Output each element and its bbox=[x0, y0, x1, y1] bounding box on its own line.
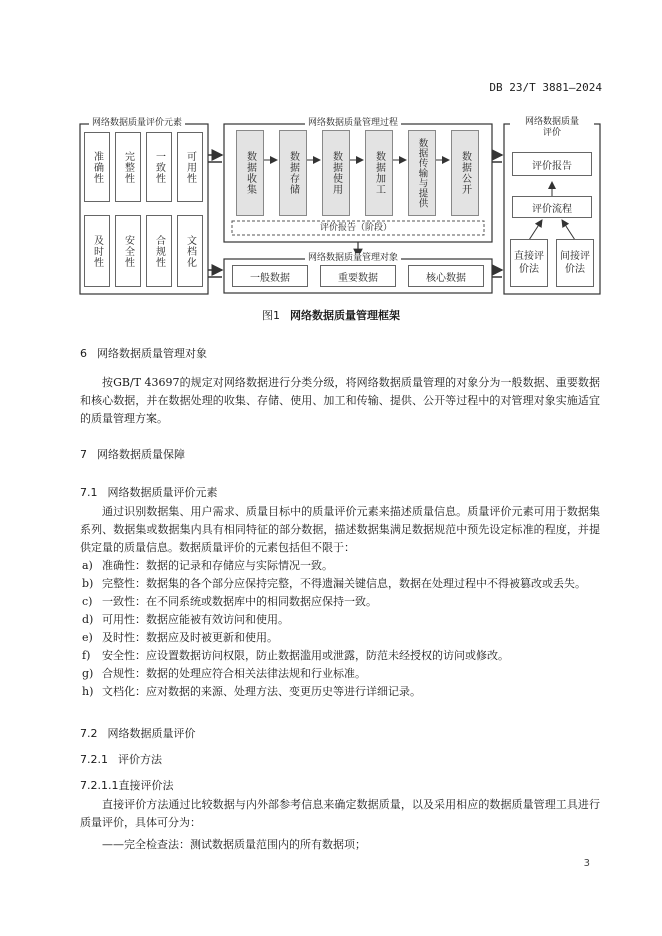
evaluation-flow: 评价流程 bbox=[512, 196, 592, 218]
stage-storage: 数据存储 bbox=[279, 130, 307, 216]
figure-number: 图1 bbox=[262, 309, 280, 322]
list-item: g) 合规性：数据的处理应符合相关法律法规和行业标准。 bbox=[82, 667, 366, 680]
evaluation-report: 评价报告 bbox=[512, 152, 592, 176]
elements-box-title: 网络数据质量评价元素 bbox=[89, 118, 185, 129]
list-item: e) 及时性：数据应及时被更新和使用。 bbox=[82, 631, 278, 644]
object-important-data: 重要数据 bbox=[320, 265, 396, 287]
object-core-data: 核心数据 bbox=[408, 265, 484, 287]
section-7-heading: 7 网络数据质量保障 bbox=[80, 448, 185, 461]
stage-publication: 数据公开 bbox=[451, 130, 479, 216]
list-item: a) 准确性：数据的记录和存储应与实际情况一致。 bbox=[82, 559, 333, 572]
framework-diagram bbox=[0, 0, 662, 310]
section-7-2-1-1-heading: 7.2.1.1直接评价法 bbox=[80, 779, 174, 792]
indirect-evaluation-method: 间接评价法 bbox=[556, 239, 594, 287]
object-general-data: 一般数据 bbox=[232, 265, 308, 287]
list-item: h) 文档化：应对数据的来源、处理方法、变更历史等进行详细记录。 bbox=[82, 685, 421, 698]
section-7-2-heading: 7.2 网络数据质量评价 bbox=[80, 727, 196, 740]
direct-evaluation-method: 直接评价法 bbox=[510, 239, 548, 287]
figure-caption bbox=[0, 307, 662, 323]
stage-use: 数据使用 bbox=[322, 130, 350, 216]
document-code: DB 23/T 3881—2024 bbox=[489, 81, 602, 94]
evaluation-elements-list bbox=[80, 557, 600, 701]
element-accuracy: 准确性 bbox=[84, 132, 110, 202]
section-6-paragraph: 按GB/T 43697的规定对网络数据进行分类分级，将网络数据质量管理的对象分为一般数据、重要数据和核心数据，并在数据处理的收集、存储、使用、加工和传输、提供、公开等过程中的对管理对象实施适宜的质量管理方案。 bbox=[80, 376, 600, 425]
page-number: 3 bbox=[583, 858, 590, 869]
section-7-1-heading: 7.1 网络数据质量评价元素 bbox=[80, 486, 218, 499]
element-availability: 可用性 bbox=[177, 132, 203, 202]
element-security: 安全性 bbox=[115, 215, 141, 287]
list-item: f) 安全性：应设置数据访问权限，防止数据滥用或泄露，防范未经授权的访问或修改。 bbox=[82, 649, 509, 662]
stage-transfer-provide: 数据传输与提供 bbox=[408, 130, 436, 216]
section-6-heading: 6 网络数据质量管理对象 bbox=[80, 347, 207, 360]
element-compliance: 合规性 bbox=[146, 215, 172, 287]
figure-title: 网络数据质量管理框架 bbox=[290, 309, 400, 322]
element-consistency: 一致性 bbox=[146, 132, 172, 202]
list-item: d) 可用性：数据应能被有效访问和使用。 bbox=[82, 613, 289, 626]
list-item: b) 完整性：数据集的各个部分应保持完整，不得遗漏关键信息，数据在处理过程中不得被篡改或丢失。 bbox=[82, 577, 586, 590]
element-timeliness: 及时性 bbox=[84, 215, 110, 287]
evaluation-box-title: 网络数据质量 评价 bbox=[510, 117, 594, 139]
stage-report-label: 评价报告（阶段） bbox=[320, 223, 393, 233]
section-7-1-paragraph: 通过识别数据集、用户需求、质量目标中的质量评价元素来描述质量信息。质量评价元素可用于数据集系列、数据集或数据集内具有相同特征的部分数据，描述数据集满足数据规范中预先设定标准的程度，并提供定量的质量信息。数据质量评价的元素包括但不限于： bbox=[80, 505, 600, 554]
stage-collection: 数据收集 bbox=[236, 130, 264, 216]
element-documentation: 文档化 bbox=[177, 215, 203, 287]
section-7-2-1-heading: 7.2.1 评价方法 bbox=[80, 753, 162, 766]
complete-check-item: ——完全检查法：测试数据质量范围内的所有数据项； bbox=[102, 838, 366, 851]
element-completeness: 完整性 bbox=[115, 132, 141, 202]
stage-processing: 数据加工 bbox=[365, 130, 393, 216]
section-7-2-1-1-paragraph: 直接评价方法通过比较数据与内外部参考信息来确定数据质量，以及采用相应的数据质量管理工具进行质量评价，具体可分为： bbox=[80, 798, 600, 829]
objects-box-title: 网络数据质量管理对象 bbox=[305, 253, 401, 264]
list-item: c) 一致性：在不同系统或数据库中的相同数据应保持一致。 bbox=[82, 595, 377, 608]
process-box-title: 网络数据质量管理过程 bbox=[305, 118, 401, 129]
